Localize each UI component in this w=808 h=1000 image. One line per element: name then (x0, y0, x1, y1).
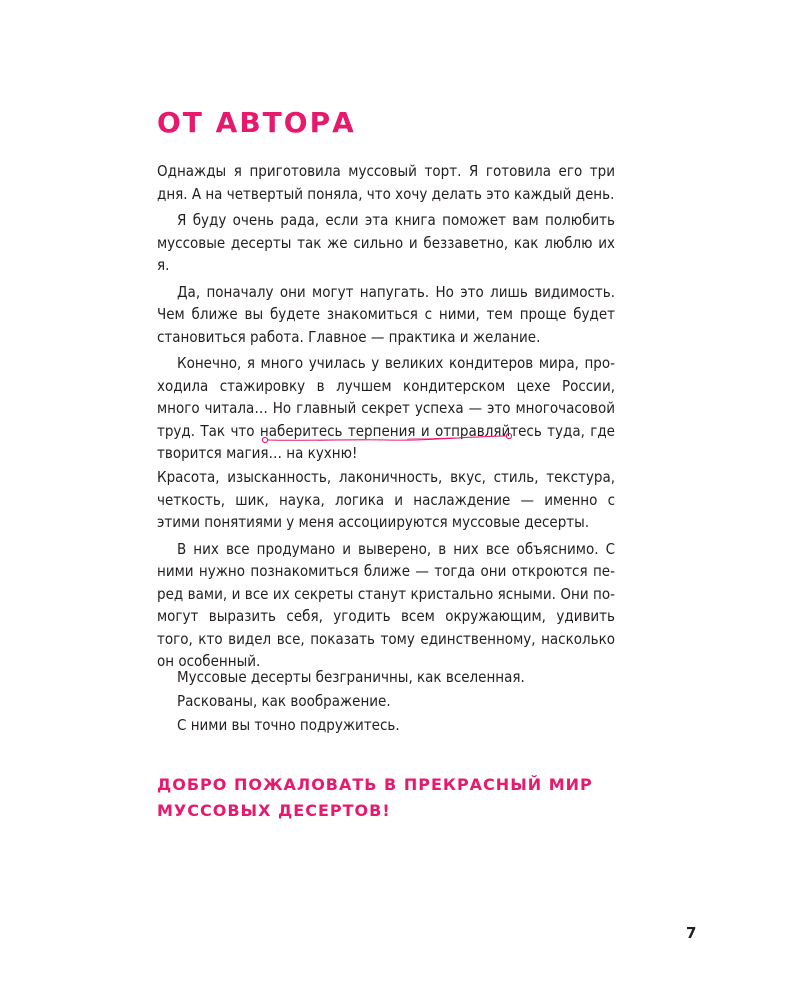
decorative-divider (257, 430, 517, 446)
paragraph: Однажды я приготовила муссовый торт. Я готовила его три дня. А на четвертый поняла, что хочу делать это каждый день. (157, 162, 615, 203)
philosophy-section (157, 466, 615, 677)
paragraph: Красота, изысканность, лаконичность, вкус, стиль, текстура, четкость, шик, наука, логика и наслаждение — именно с этими понятиями у меня ассоциируются муссовые десерты. (157, 468, 615, 531)
paragraph: Я буду очень рада, если эта книга поможет вам полюбить муссовые десерты так же сильно и беззаветно, как люблю их я. (157, 211, 615, 274)
page-number: 7 (686, 924, 697, 942)
welcome-heading: ДОБРО ПОЖАЛОВАТЬ В ПРЕКРАСНЫЙ МИР МУССОВЫХ ДЕСЕРТОВ! (157, 775, 593, 820)
paragraph: Конечно, я много училась у великих кондитеров мира, проходила стажировку в лучшем кондитерском цехе России, много читала… Но главный секрет успеха — это многочасовой труд. Так что наберитесь терпения и отправляйтесь туда, где творится магия… на кухню! (157, 354, 615, 462)
page-title: ОТ АВТОРА (157, 106, 356, 139)
paragraph: В них все продумано и выверено, в них все объяснимо. С ними нужно познакомиться ближе — тогда они откроются перед вами, и все их секреты станут кристально ясными. Они помогут выразить себя, угодить всем окружающим, удивить того, кто видел все, показать тому единственному, насколько он особенный. (157, 539, 615, 670)
line: Муссовые десерты безграничны, как вселенная. (177, 668, 525, 686)
closing-lines (157, 666, 615, 738)
line: С ними вы точно подружитесь. (177, 716, 400, 734)
line: Раскованы, как воображение. (177, 692, 391, 710)
intro-section (157, 160, 615, 469)
paragraph: Да, поначалу они могут напугать. Но это лишь видимость. Чем ближе вы будете знакомиться с ними, тем проще будет становиться работа. Главное — практика и желание. (157, 282, 615, 346)
